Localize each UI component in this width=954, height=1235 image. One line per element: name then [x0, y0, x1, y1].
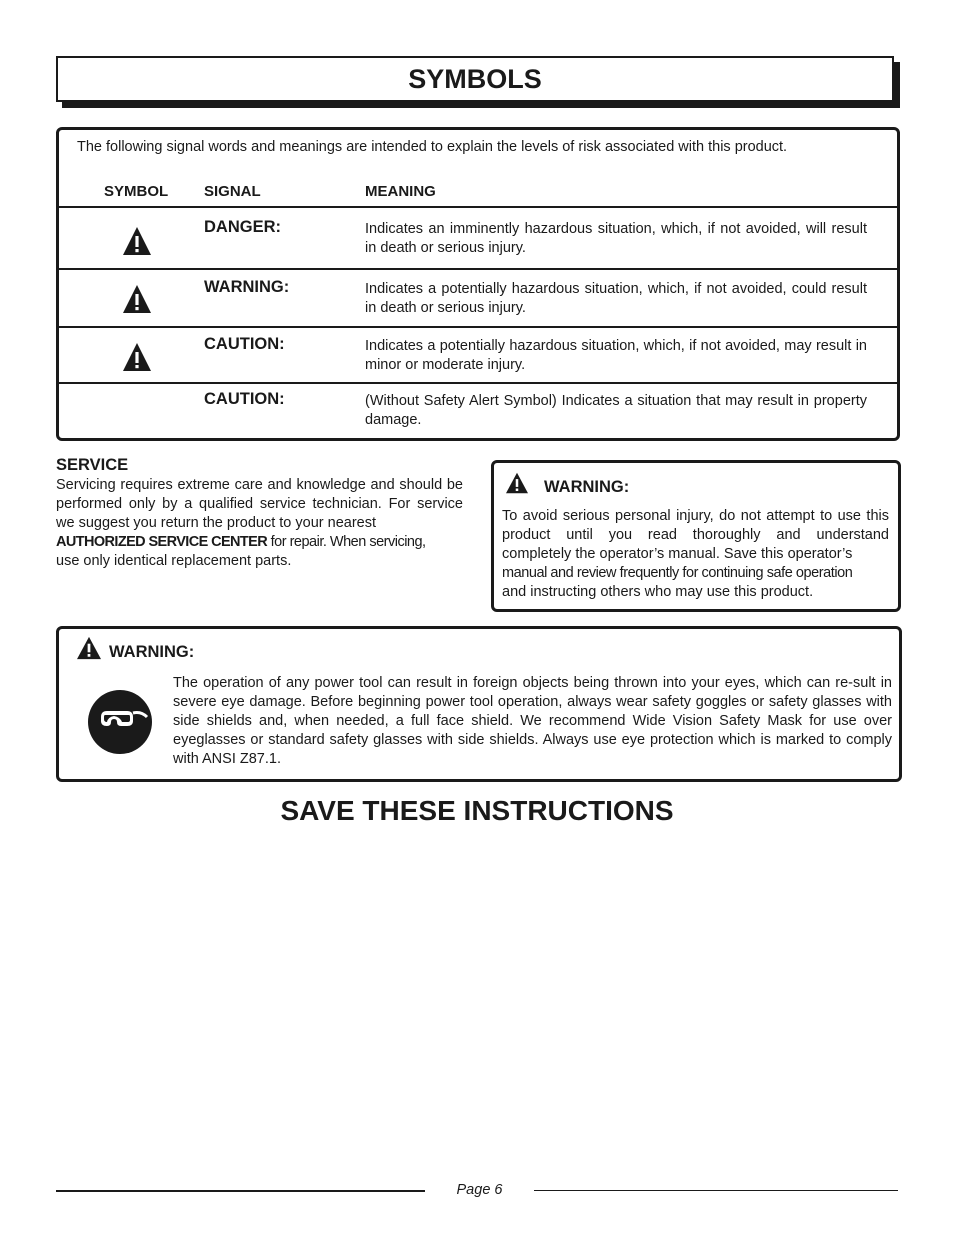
warning-body — [502, 507, 889, 602]
warning-text: manual and review frequently for continuing safe operation — [502, 565, 853, 581]
manual-warning-box — [491, 460, 901, 612]
safety-glasses-icon — [87, 689, 153, 755]
footer-rule-left — [56, 1190, 425, 1192]
warning-heading: WARNING: — [109, 643, 195, 661]
warning-text: and instructing others who may use this product. — [502, 584, 814, 600]
service-text: for repair. When servicing, — [267, 534, 426, 550]
service-text: use only identical replacement parts. — [56, 553, 292, 569]
signal-meaning: (Without Safety Alert Symbol) Indicates a situation that may result in property damage. — [365, 393, 867, 428]
footer-rule-right — [534, 1190, 898, 1191]
safety-alert-triangle-icon — [122, 342, 152, 372]
eye-protection-warning-box — [56, 626, 902, 782]
service-body — [56, 476, 463, 571]
signal-word: CAUTION: — [204, 335, 285, 353]
warning-text: To avoid serious personal injury, do not attempt to use this product until you read thoroughly and understand completely the operator’s manual. Save this operator’s — [502, 508, 889, 562]
safety-alert-triangle-icon — [505, 472, 529, 494]
warning-heading: WARNING: — [544, 478, 630, 496]
eye-warning-text: The operation of any power tool can result in foreign objects being thrown into your eyes, which can re-sult in severe eye damage. Before beginning power tool operation, always wear safety goggles or safety glasses with side shields and, when needed, a full face shield. We recommend Wide Vision Safety Mask for use over eyeglasses or standard safety glasses with side shields. Always use eye protection which is marked to comply with ANSI Z87.1. — [173, 675, 892, 767]
page-number: Page 6 — [456, 1182, 503, 1198]
column-header-symbol: SYMBOL — [104, 183, 169, 200]
service-text: Servicing requires extreme care and knowledge and should be performed only by a qualified service technician. For service we suggest you return the product to your nearest — [56, 477, 463, 531]
save-instructions-heading: SAVE THESE INSTRUCTIONS — [280, 795, 674, 826]
signal-word: DANGER: — [204, 218, 281, 236]
table-row — [59, 384, 897, 438]
authorized-service-center: AUTHORIZED SERVICE CENTER — [56, 534, 268, 550]
safety-alert-triangle-icon — [122, 226, 152, 256]
column-header-meaning: MEANING — [365, 183, 436, 200]
symbols-table — [56, 127, 900, 441]
signal-meaning: Indicates a potentially hazardous situation, which, if not avoided, may result in minor or moderate injury. — [365, 338, 867, 373]
safety-alert-triangle-icon — [76, 636, 102, 660]
signal-meaning: Indicates a potentially hazardous situation, which, if not avoided, could result in death or serious injury. — [365, 281, 867, 316]
service-heading: SERVICE — [56, 456, 129, 474]
table-row — [59, 208, 897, 268]
table-row — [59, 328, 897, 382]
safety-alert-triangle-icon — [122, 284, 152, 314]
page-title: SYMBOLS — [56, 56, 894, 102]
column-header-signal: SIGNAL — [204, 183, 261, 200]
table-row — [59, 270, 897, 326]
symbols-intro: The following signal words and meanings are intended to explain the levels of risk associated with this product. — [77, 139, 788, 155]
signal-word: WARNING: — [204, 278, 290, 296]
signal-word: CAUTION: — [204, 390, 285, 408]
signal-meaning: Indicates an imminently hazardous situation, which, if not avoided, will result in death or serious injury. — [365, 221, 867, 256]
